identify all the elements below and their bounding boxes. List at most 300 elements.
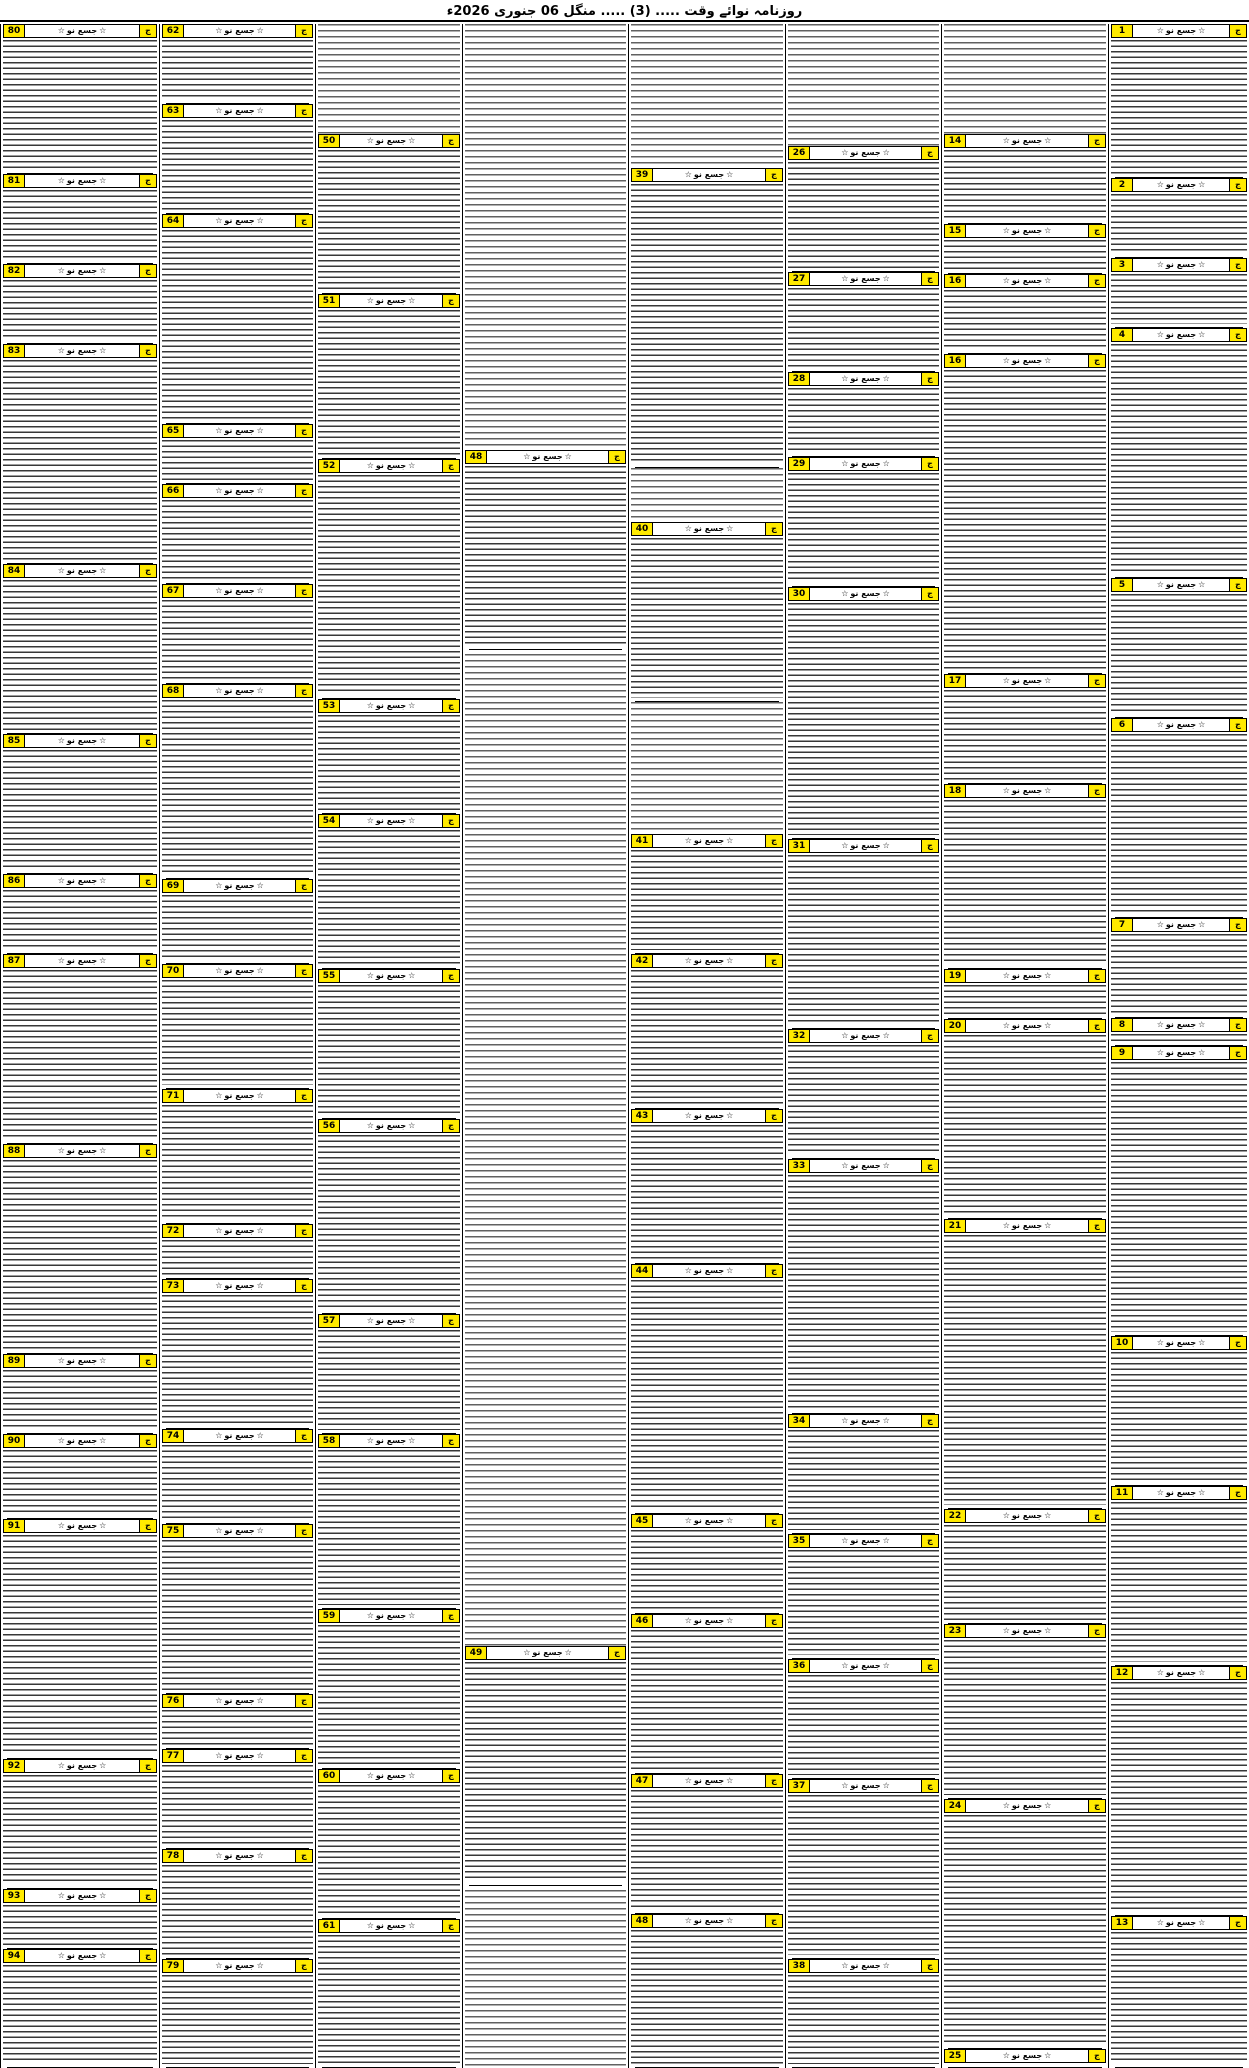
classified-item — [162, 1524, 313, 1694]
item-body-text — [3, 360, 157, 560]
item-body-text — [1111, 344, 1247, 574]
item-label: جسع نو — [1011, 1626, 1043, 1635]
item-body-text — [944, 1815, 1106, 2045]
item-header — [318, 134, 460, 148]
item-header — [318, 1434, 460, 1448]
item-number: 78 — [163, 1850, 184, 1862]
star-icon: ☆ — [1198, 180, 1206, 189]
star-icon: ☆ — [1156, 330, 1164, 339]
star-icon: ☆ — [215, 1961, 223, 1970]
star-icon: ☆ — [882, 1416, 890, 1425]
item-label: جسع نو — [1165, 1668, 1197, 1677]
item-header — [162, 1224, 313, 1238]
star-icon: ☆ — [1156, 1048, 1164, 1057]
item-body-text — [944, 370, 1106, 670]
item-number: 50 — [319, 135, 340, 147]
star-icon: ☆ — [841, 1031, 849, 1040]
classified-item — [788, 1029, 939, 1159]
classified-item — [162, 1224, 313, 1279]
item-badge: ج — [295, 1090, 312, 1102]
star-icon: ☆ — [366, 296, 374, 305]
item-title — [184, 880, 295, 892]
item-header — [318, 814, 460, 828]
item-divider — [469, 649, 622, 650]
item-label: جسع نو — [1011, 786, 1043, 795]
classified-item — [788, 1779, 939, 1959]
star-icon: ☆ — [57, 26, 65, 35]
star-icon: ☆ — [1156, 1918, 1164, 1927]
item-body-text — [3, 1370, 157, 1430]
item-label: جسع نو — [850, 589, 881, 598]
item-title — [340, 1770, 442, 1782]
classified-item — [1111, 328, 1247, 578]
star-icon: ☆ — [726, 1111, 734, 1120]
item-header — [162, 684, 313, 698]
item-title — [653, 1110, 765, 1122]
star-icon: ☆ — [99, 736, 107, 745]
item-label: جسع نو — [850, 274, 881, 283]
item-number: 35 — [789, 1535, 810, 1547]
item-label: جسع نو — [850, 841, 881, 850]
star-icon: ☆ — [256, 1091, 264, 1100]
item-label: جسع نو — [850, 1416, 881, 1425]
item-body-text — [788, 288, 939, 368]
item-title — [25, 875, 139, 887]
item-body-text — [162, 1105, 313, 1220]
item-number: 90 — [4, 1435, 25, 1447]
star-icon: ☆ — [1044, 1511, 1052, 1520]
star-icon: ☆ — [882, 374, 890, 383]
star-icon: ☆ — [1002, 1221, 1010, 1230]
star-icon: ☆ — [366, 971, 374, 980]
item-body-text — [944, 1640, 1106, 1795]
item-header — [944, 134, 1106, 148]
item-body-text — [788, 1795, 939, 1955]
star-icon: ☆ — [684, 170, 692, 179]
star-icon: ☆ — [215, 1281, 223, 1290]
item-body-text — [162, 1240, 313, 1275]
item-label: جسع نو — [375, 971, 407, 980]
item-header — [3, 1519, 157, 1533]
item-body-text — [162, 1295, 313, 1425]
column — [0, 24, 159, 2068]
item-body-text — [162, 1865, 313, 1955]
item-number: 3 — [1112, 259, 1133, 271]
star-icon: ☆ — [366, 1771, 374, 1780]
star-icon: ☆ — [366, 816, 374, 825]
item-header — [631, 522, 783, 536]
item-number: 46 — [632, 1615, 653, 1627]
item-label: جسع نو — [1011, 226, 1043, 235]
item-body-text — [465, 466, 626, 646]
item-number: 31 — [789, 840, 810, 852]
classified-item — [631, 954, 783, 1109]
star-icon: ☆ — [215, 881, 223, 890]
item-number: 83 — [4, 345, 25, 357]
item-body-text — [318, 475, 460, 695]
item-title — [25, 1950, 139, 1962]
item-header — [3, 1354, 157, 1368]
item-label: جسع نو — [224, 1281, 255, 1290]
star-icon: ☆ — [57, 1356, 65, 1365]
item-badge: ج — [442, 460, 459, 472]
star-icon: ☆ — [1044, 1221, 1052, 1230]
star-icon: ☆ — [408, 1611, 416, 1620]
item-title — [184, 1225, 295, 1237]
item-badge: ج — [1088, 1625, 1105, 1637]
item-label: جسع نو — [1165, 920, 1197, 929]
item-title — [1133, 919, 1229, 931]
classified-item — [162, 879, 313, 964]
item-number: 33 — [789, 1160, 810, 1172]
star-icon: ☆ — [256, 1226, 264, 1235]
item-body-text — [1111, 594, 1247, 714]
star-icon: ☆ — [408, 461, 416, 470]
item-label: جسع نو — [224, 26, 255, 35]
item-title — [184, 425, 295, 437]
item-label: جسع نو — [1165, 180, 1197, 189]
item-header — [631, 168, 783, 182]
item-title — [966, 1800, 1088, 1812]
item-header — [162, 484, 313, 498]
item-number: 16 — [945, 355, 966, 367]
item-header — [465, 1646, 626, 1660]
star-icon: ☆ — [882, 1031, 890, 1040]
item-header — [162, 1959, 313, 1973]
item-body-text — [1111, 274, 1247, 324]
item-number: 42 — [632, 955, 653, 967]
masthead — [0, 0, 1249, 22]
item-header — [1111, 1018, 1247, 1032]
classified-item — [3, 1759, 157, 1889]
item-body-text — [162, 1445, 313, 1520]
classified-item — [944, 224, 1106, 274]
item-label: جسع نو — [224, 1961, 255, 1970]
item-title — [1133, 1047, 1229, 1059]
item-number: 6 — [1112, 719, 1133, 731]
item-body-text — [944, 240, 1106, 270]
item-title — [25, 175, 139, 187]
item-number: 48 — [632, 1915, 653, 1927]
item-title — [184, 1850, 295, 1862]
item-number: 56 — [319, 1120, 340, 1132]
classified-item — [631, 1109, 783, 1264]
item-title — [653, 1615, 765, 1627]
item-badge: ج — [1229, 1487, 1246, 1499]
item-badge: ج — [295, 585, 312, 597]
item-body-text — [3, 1965, 157, 2064]
item-label: جسع نو — [1011, 2051, 1043, 2060]
item-body-text — [162, 1710, 313, 1745]
item-title — [653, 169, 765, 181]
item-number: 55 — [319, 970, 340, 982]
item-badge: ج — [1088, 1510, 1105, 1522]
item-label: جسع نو — [1011, 1021, 1043, 1030]
star-icon: ☆ — [841, 1661, 849, 1670]
item-label: جسع نو — [1165, 26, 1197, 35]
item-number: 71 — [163, 1090, 184, 1102]
star-icon: ☆ — [256, 216, 264, 225]
item-header — [318, 1919, 460, 1933]
star-icon: ☆ — [1002, 786, 1010, 795]
item-badge: ج — [295, 1280, 312, 1292]
item-number: 63 — [163, 105, 184, 117]
star-icon: ☆ — [256, 106, 264, 115]
classified-item — [631, 522, 783, 702]
classified-item — [1111, 1666, 1247, 1916]
item-body-text — [3, 1160, 157, 1350]
item-header — [162, 424, 313, 438]
item-body-text — [631, 1630, 783, 1770]
item-title — [1133, 25, 1229, 37]
classified-item — [318, 459, 460, 699]
item-label: جسع نو — [375, 1921, 407, 1930]
star-icon: ☆ — [57, 1761, 65, 1770]
item-header — [944, 354, 1106, 368]
star-icon: ☆ — [215, 1226, 223, 1235]
item-number: 91 — [4, 1520, 25, 1532]
item-body-text — [318, 1625, 460, 1765]
item-label: جسع نو — [66, 1891, 98, 1900]
item-label: جسع نو — [224, 426, 255, 435]
classified-item — [788, 1959, 939, 2068]
item-body-text — [3, 750, 157, 870]
item-body-text — [1111, 1502, 1247, 1662]
classified-item — [788, 587, 939, 839]
item-title — [1133, 1487, 1229, 1499]
star-icon: ☆ — [726, 1916, 734, 1925]
item-badge: ج — [295, 685, 312, 697]
item-header — [1111, 24, 1247, 38]
item-label: جسع نو — [1011, 676, 1043, 685]
classified-item — [944, 1509, 1106, 1624]
star-icon: ☆ — [99, 1146, 107, 1155]
item-number: 40 — [632, 523, 653, 535]
item-body-text — [162, 1975, 313, 2064]
star-icon: ☆ — [882, 1661, 890, 1670]
classified-item — [1111, 258, 1247, 328]
item-header — [162, 1749, 313, 1763]
classified-item — [788, 1159, 939, 1414]
classified-item — [3, 1949, 157, 2068]
item-badge: ج — [295, 105, 312, 117]
classified-item — [631, 834, 783, 954]
item-header — [1111, 1046, 1247, 1060]
item-badge: ج — [921, 1960, 938, 1972]
item-label: جسع نو — [224, 1226, 255, 1235]
item-header — [1111, 1666, 1247, 1680]
item-header — [3, 344, 157, 358]
item-badge: ج — [765, 523, 782, 535]
item-badge: ج — [442, 1435, 459, 1447]
item-body-text — [3, 970, 157, 1140]
item-header — [3, 174, 157, 188]
item-label: جسع نو — [224, 1431, 255, 1440]
star-icon: ☆ — [256, 426, 264, 435]
star-icon: ☆ — [1156, 1338, 1164, 1347]
item-title — [1133, 1019, 1229, 1031]
item-number: 1 — [1112, 25, 1133, 37]
item-body-text — [318, 1330, 460, 1430]
star-icon: ☆ — [99, 1951, 107, 1960]
item-body-text — [1111, 1062, 1247, 1332]
item-badge: ج — [139, 1890, 156, 1902]
item-title — [810, 273, 921, 285]
item-badge: ج — [1088, 675, 1105, 687]
star-icon: ☆ — [882, 1961, 890, 1970]
item-label: جسع نو — [375, 1316, 407, 1325]
item-number: 88 — [4, 1145, 25, 1157]
column — [941, 24, 1108, 2068]
item-badge: ج — [139, 1355, 156, 1367]
star-icon: ☆ — [57, 736, 65, 745]
item-body-text — [1111, 1682, 1247, 1912]
item-header — [3, 1434, 157, 1448]
item-title — [653, 1775, 765, 1787]
star-icon: ☆ — [1044, 2051, 1052, 2060]
star-icon: ☆ — [57, 1436, 65, 1445]
classified-item — [162, 214, 313, 424]
item-number: 25 — [945, 2050, 966, 2062]
classified-item — [3, 24, 157, 174]
item-number: 39 — [632, 169, 653, 181]
item-badge: ج — [295, 425, 312, 437]
item-label: جسع نو — [693, 1916, 725, 1925]
item-title — [184, 1525, 295, 1537]
star-icon: ☆ — [684, 1516, 692, 1525]
item-header — [318, 969, 460, 983]
item-badge: ج — [608, 451, 625, 463]
star-icon: ☆ — [1198, 1048, 1206, 1057]
item-number: 76 — [163, 1695, 184, 1707]
item-header — [788, 1159, 939, 1173]
classified-item — [788, 839, 939, 1029]
star-icon: ☆ — [841, 1961, 849, 1970]
star-icon: ☆ — [408, 296, 416, 305]
item-number: 9 — [1112, 1047, 1133, 1059]
item-number: 89 — [4, 1355, 25, 1367]
item-label: جسع نو — [224, 1851, 255, 1860]
star-icon: ☆ — [215, 26, 223, 35]
star-icon: ☆ — [882, 148, 890, 157]
item-label: جسع نو — [66, 176, 98, 185]
classified-page — [0, 24, 1249, 2068]
item-badge: ج — [139, 735, 156, 747]
item-number: 13 — [1112, 1917, 1133, 1929]
item-badge: ج — [765, 1915, 782, 1927]
item-number: 60 — [319, 1770, 340, 1782]
item-body-text — [1111, 1034, 1247, 1042]
item-body-text — [3, 1450, 157, 1515]
item-body-text — [788, 1550, 939, 1655]
item-title — [184, 1960, 295, 1972]
item-badge: ج — [765, 1615, 782, 1627]
star-icon: ☆ — [215, 1091, 223, 1100]
item-number: 26 — [789, 147, 810, 159]
star-icon: ☆ — [57, 346, 65, 355]
classified-item — [162, 104, 313, 214]
star-icon: ☆ — [1156, 1668, 1164, 1677]
item-badge: ج — [139, 25, 156, 37]
item-number: 57 — [319, 1315, 340, 1327]
star-icon: ☆ — [1044, 1626, 1052, 1635]
star-icon: ☆ — [215, 966, 223, 975]
item-badge: ج — [295, 1960, 312, 1972]
item-number: 15 — [945, 225, 966, 237]
item-label: جسع نو — [375, 701, 407, 710]
item-number: 93 — [4, 1890, 25, 1902]
column — [1108, 24, 1249, 2068]
item-badge: ج — [139, 1435, 156, 1447]
star-icon: ☆ — [1044, 786, 1052, 795]
item-number: 5 — [1112, 579, 1133, 591]
item-header — [162, 1849, 313, 1863]
item-title — [25, 1890, 139, 1902]
item-number: 41 — [632, 835, 653, 847]
item-label: جسع نو — [375, 1771, 407, 1780]
star-icon: ☆ — [1198, 330, 1206, 339]
item-body-text — [1111, 1932, 1247, 2064]
item-body-text — [1111, 734, 1247, 914]
item-label: جسع نو — [224, 106, 255, 115]
item-body-text — [162, 1765, 313, 1845]
masthead-title: روزنامہ نوائے وقت ..... (3) ..... منگل 06 جنوری 2026ء — [446, 4, 803, 19]
item-divider — [469, 1885, 622, 1886]
star-icon: ☆ — [99, 26, 107, 35]
item-header — [1111, 258, 1247, 272]
star-icon: ☆ — [99, 876, 107, 885]
item-body-text — [318, 310, 460, 455]
item-number: 47 — [632, 1775, 653, 1787]
star-icon: ☆ — [366, 1316, 374, 1325]
item-title — [184, 685, 295, 697]
item-number: 85 — [4, 735, 25, 747]
item-label: جسع نو — [375, 136, 407, 145]
classified-item — [318, 1314, 460, 1434]
item-badge: ج — [1229, 1337, 1246, 1349]
item-title — [25, 565, 139, 577]
item-body-text — [162, 120, 313, 210]
star-icon: ☆ — [99, 1356, 107, 1365]
item-badge: ج — [139, 345, 156, 357]
item-title — [340, 1315, 442, 1327]
item-badge: ج — [139, 875, 156, 887]
item-title — [810, 147, 921, 159]
star-icon: ☆ — [1044, 226, 1052, 235]
star-icon: ☆ — [57, 176, 65, 185]
item-body-text — [944, 1235, 1106, 1505]
item-label: جسع نو — [66, 1436, 98, 1445]
classified-item — [3, 874, 157, 954]
star-icon: ☆ — [99, 1761, 107, 1770]
star-icon: ☆ — [256, 1961, 264, 1970]
star-icon: ☆ — [366, 136, 374, 145]
classified-item — [944, 134, 1106, 224]
star-icon: ☆ — [1198, 1668, 1206, 1677]
classified-item — [3, 344, 157, 564]
star-icon: ☆ — [408, 1121, 416, 1130]
item-body-text — [944, 690, 1106, 780]
item-body-text — [3, 280, 157, 340]
item-header — [788, 1779, 939, 1793]
item-title — [184, 485, 295, 497]
item-label: جسع نو — [693, 1616, 725, 1625]
star-icon: ☆ — [882, 459, 890, 468]
item-title — [1133, 1667, 1229, 1679]
item-badge: ج — [921, 1780, 938, 1792]
star-icon: ☆ — [726, 1776, 734, 1785]
item-body-text — [944, 800, 1106, 965]
